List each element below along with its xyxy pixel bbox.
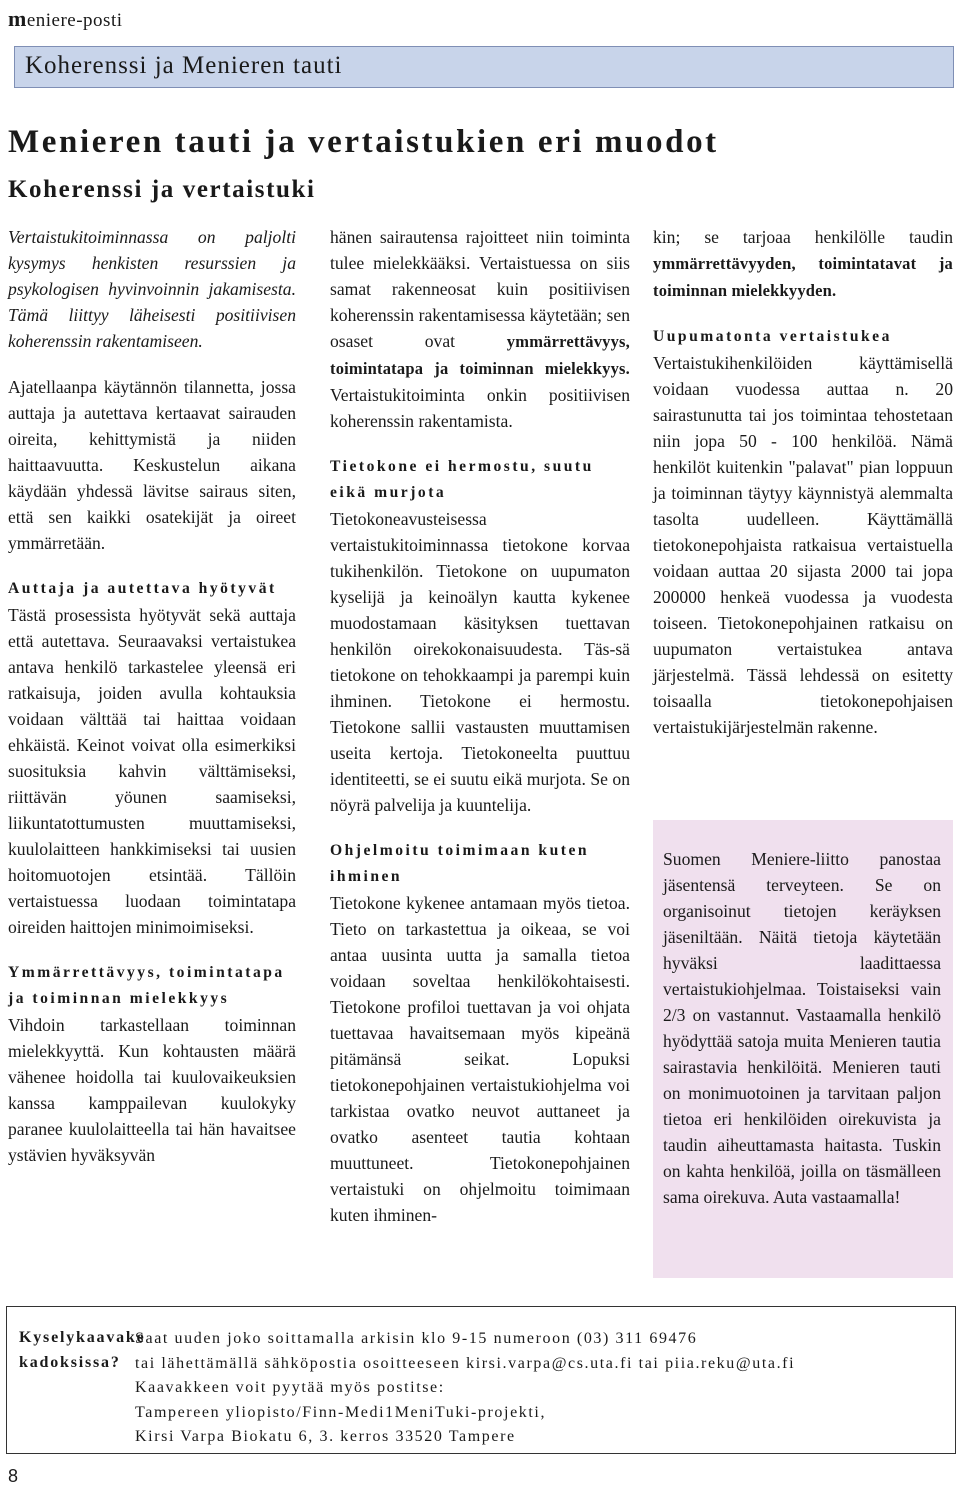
paragraph-text: hänen sairautensa rajoitteet niin toiminta tulee mielekkääksi. Vertaistuessa on siis samat rakenneosat kuin positiivisen koherenssin rakentamisessa käytetään; sen osaset ovat (330, 227, 630, 351)
section-heading: Tietokone ei hermostu, suutu eikä murjota (330, 458, 594, 501)
section-heading: Ohjelmoitu toimimaan kuten ihminen (330, 842, 590, 885)
contact-line: tai lähettämällä sähköpostia osoitteeseen kirsi.varpa@cs.uta.fi tai piia.reku@uta.fi (135, 1354, 796, 1372)
column-1 (8, 224, 296, 1168)
lead-paragraph: Vertaistukitoiminnassa on paljolti kysymys henkisten resurssien ja psykologisen hyvinvoinnin jakamisesta. Tämä liittyy läheisesti positiivisen koherenssin rakentamiseen. (8, 227, 296, 351)
section-heading: Uupumatonta vertaistukea (653, 328, 892, 345)
liitto-info-box: Suomen Meniere-liitto panostaa jäsentensä terveyteen. Se on organisoinut tietojen keräyksen jäseniltään. Näitä tietoja käytetään hyväksi laadittaessa vertaistukiohjelmaa. Toistaiseksi vain 2/3 on vastannut. Vastaamalla henkilö hyödyttää satoja muita Menieren tautia sairastavia henkilöitä. Menieren tauti on monimuotoinen ja tarvitaan paljon tietoa eri henkilöiden oirekuvista ja taudin aiheuttamasta haitasta. Tuskin on kahta henkilöä, joilla on täsmälleen sama oirekuva. Auta vastaamalla! (653, 820, 953, 1278)
paragraph: Ajatellaanpa käytännön tilannetta, jossa auttaja ja autettava kertaavat sairauden oireita, kehittymistä ja niiden haittaavuutta. Keskustelun aikana käydään yhdessä lävitse sairaus siten, että sen kaikki osatekijät ja oireet ymmärretään. (8, 377, 296, 553)
paragraph: Vihdoin tarkastellaan toiminnan mielekkyyttä. Kun kohtausten määrä vähenee hoidolla tai kuulovaikeuksien kanssa kamppailevan kuulokyky paranee kuulolaitteella tai hän havaitsee ystävien hyväksyvän (8, 1015, 296, 1165)
emphasis-text: ymmärrettävyyden, toimintatavat ja toiminnan mielekkyyden. (653, 254, 953, 300)
masthead-text: eniere-posti (26, 10, 123, 31)
column-2 (330, 224, 630, 1228)
section-heading: Auttaja ja autettava hyötyvät (8, 580, 277, 597)
paragraph-text: kin; se tarjoaa henkilölle taudin (653, 227, 953, 247)
section-banner: Koherenssi ja Menieren tauti (14, 46, 954, 88)
page-subtitle: Koherenssi ja vertaistuki (8, 176, 316, 203)
masthead-logo: m (8, 6, 27, 31)
page-title: Menieren tauti ja vertaistukien eri muodot (8, 124, 719, 160)
column-3 (653, 224, 953, 740)
paragraph: Tietokone kykenee antamaan myös tietoa. Tieto on tarkastettua ja oikeaa, se voi antaa uusinta uutta ja samalla tietoa voidaan soveltaa henkilökohtaisesti. Tietokone profiloi tuettavan ja voi ohjata tuettavaa havaitsemaan myös kipeänä pitämänsä seikat. Lopuksi tietokonepohjainen vertaistukiohjelma voi tarkistaa ovatko neuvot auttaneet ja ovatko asenteet tautia kohtaan muuttuneet. Tietokonepohjainen vertaistuki on ohjelmoitu toimimaan kuten ihminen- (330, 893, 630, 1225)
masthead (8, 6, 123, 32)
contact-line: Kaavakkeen voit pyytää myös postitse: (135, 1379, 445, 1396)
paragraph: Tietokoneavusteisessa vertaistukitoiminnassa tietokone korvaa tukihenkilön. Tietokone on uupumaton kyselijä ja keinoälyn kautta kykenee muodostamaan käsityksen tuettavan henkilön oirekokonaisuudesta. Täs-sä tietokone on tehokkaampi ja parempi kuin ihminen. Tietokone ei hermostu. Tietokone sallii vastausten muuttamisen useita kertoja. Tietokoneelta puuttuu identiteetti, se ei suutu eikä murjota. Se on nöyrä palvelija ja kuuntelija. (330, 509, 630, 815)
survey-info-box (6, 1306, 956, 1454)
contact-line: Saat uuden joko soittamalla arkisin klo 9-15 numeroon (03) 311 69476 (135, 1330, 698, 1347)
contact-line: Tampereen yliopisto/Finn-Medi1MeniTuki-projekti, (135, 1403, 547, 1421)
paragraph-text: Vertaistukitoiminta onkin positiivisen koherenssin rakentamista. (330, 385, 630, 431)
page-number: 8 (8, 1466, 19, 1486)
survey-question: Kyselykaavake kadoksissa? (19, 1329, 146, 1371)
paragraph: Vertaistukihenkilöiden käyttämisellä voidaan vuodessa auttaa n. 20 sairastunutta tai jos toimintaa tehostetaan niin jopa 50 - 100 henkilöä. Nämä henkilöt kuitenkin "palavat" pian loppuun ja toiminnan täytyy käynnistyä alemmalta tasolta uudelleen. Käyttämällä tietokonepohjaista ratkaisua vertaistuella voidaan auttaa 20 sijasta 2000 tai jopa 200000 henkeä vuodessa ja vuodesta toiseen. Tietokonepohjainen ratkaisu on uupumaton vertaistukea antava järjestelmä. Tässä lehdessä on esitetty toisaalla tietokonepohjaisen vertaistukijärjestelmän rakenne. (653, 353, 953, 737)
paragraph: Tästä prosessista hyötyvät sekä auttaja että autettava. Seuraavaksi vertaistukea antava henkilö tarkastelee yleensä eri ratkaisuja, joiden avulla kohtauksia voidaan välttää tai haittaa voidaan ehkäistä. Keinot voivat olla esimerkiksi suosituksia kahvin välttämiseksi, riittävän yöunen saamiseksi, liikuntatottumusten muuttamiseksi, kuulolaitteen hankkimiseksi tai uusien hoitomuotojen etsintää. Tällöin vertaistuessa luodaan toimintatapa oireiden haittojen minimoimiseksi. (8, 605, 296, 937)
contact-line: Kirsi Varpa Biokatu 6, 3. kerros 33520 Tampere (135, 1428, 516, 1445)
paragraph (330, 224, 630, 434)
survey-contact-text (135, 1327, 945, 1450)
emphasis-text: ymmärrettävyys, toimintatapa ja toiminnan mielekkyys. (330, 332, 630, 378)
section-heading: Ymmärrettävyys, toimintatapa ja toiminnan mielekkyys (8, 964, 285, 1007)
paragraph (653, 224, 953, 304)
